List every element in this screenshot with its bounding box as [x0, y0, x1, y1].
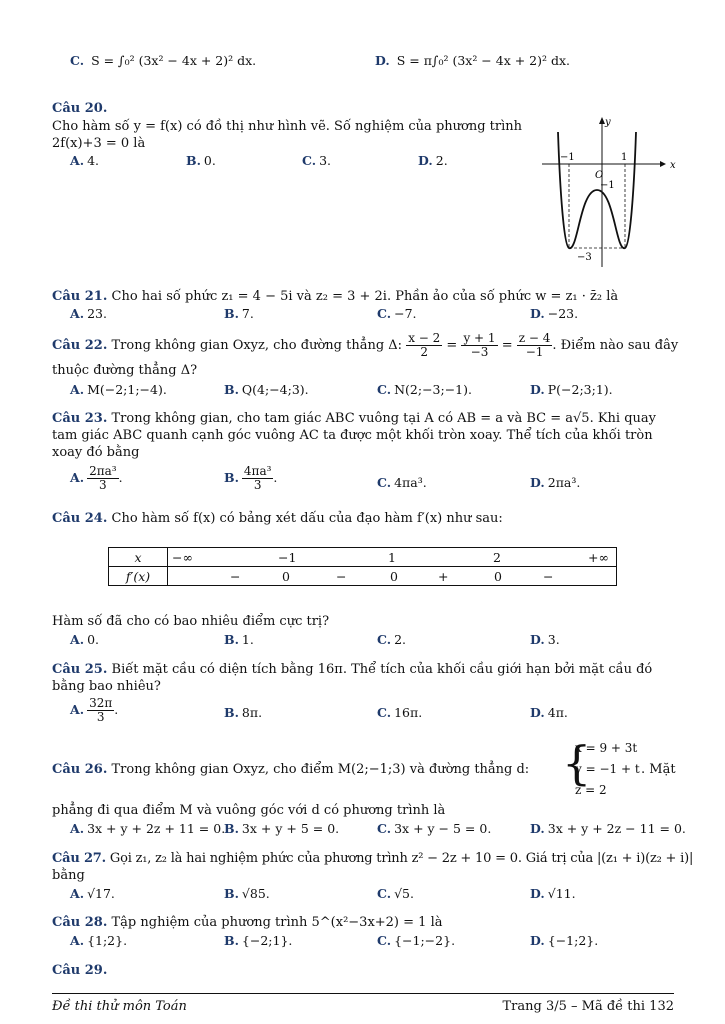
- q28-option-a: A. {1;2}.: [70, 933, 128, 948]
- q24-question: Hàm số đã cho có bao nhiêu điểm cực trị?: [52, 614, 330, 629]
- sign-table-row-x: [109, 548, 617, 567]
- q26-system-eq2: y = −1 + t: [575, 762, 640, 776]
- q21-option-c: C. −7.: [377, 306, 417, 321]
- q19-option-d-text: S = π∫₀² (3x² − 4x + 2)² dx.: [396, 53, 571, 68]
- graph-label-origin: O: [595, 170, 604, 181]
- q26-text: Câu 26. Trong không gian Oxyz, cho điểm M(2;−1;3) và đường thẳng d:: [52, 762, 530, 777]
- q22-fraction-x: $\frac{x - 2}{2}$: [408, 331, 441, 359]
- q27-option-c: C. √5.: [377, 886, 414, 901]
- sign-table: [108, 547, 617, 586]
- q25-text-line2: bằng bao nhiêu?: [52, 679, 161, 694]
- q22-option-c: C. N(2;−3;−1).: [377, 382, 472, 397]
- q19-option-c-text: S = ∫₀² (3x² − 4x + 2)² dx.: [91, 53, 257, 68]
- q28-option-c: C. {−1;−2}.: [377, 933, 456, 948]
- q25-option-b: B. 8π.: [224, 705, 263, 720]
- q23-title: Câu 23.: [52, 411, 108, 426]
- q28-title: Câu 28.: [52, 915, 108, 930]
- q23-option-a: A. $\frac{\text{2πa³}}{3}$ .: [70, 464, 123, 492]
- q23-option-b: B. $\frac{\text{4πa³}}{3}$ .: [224, 464, 278, 492]
- q26-text-line2: phẳng đi qua điểm M và vuông góc với d có phương trình là: [52, 803, 446, 818]
- q23-option-d: D. 2πa³.: [530, 475, 581, 490]
- q21-option-a: A. 23.: [70, 306, 107, 321]
- q26-system-eq3: z = 2: [575, 783, 607, 797]
- q28-option-d: D. {−1;2}.: [530, 933, 599, 948]
- q25-text-line1: Câu 25. Biết mặt cầu có diện tích bằng 16π. Thể tích của khối cầu giới hạn bởi mặt cầu đó: [52, 662, 653, 677]
- q22-text-line2: thuộc đường thẳng Δ?: [52, 363, 198, 378]
- q26-system-eq1: x = 9 + 3t: [575, 741, 638, 755]
- x-axis-arrow-icon: [660, 161, 666, 167]
- q28-option-b: B. {−2;1}.: [224, 933, 293, 948]
- q26-option-d: D. 3x + y + 2z − 11 = 0.: [530, 821, 686, 836]
- graph-label-y-minus3: −3: [577, 252, 592, 263]
- q28-text: Câu 28. Tập nghiệm của phương trình 5^(x²−3x+2) = 1 là: [52, 915, 443, 930]
- q25-option-a: A. $\frac{32\pi}{3}$ .: [70, 696, 119, 724]
- q24-option-d: D. 3.: [530, 632, 560, 647]
- q29-title: Câu 29.: [52, 963, 108, 978]
- q24-option-c: C. 2.: [377, 632, 407, 647]
- q22-title: Câu 22.: [52, 338, 108, 353]
- q23-text-line1: Câu 23. Trong không gian, cho tam giác ABC vuông tại A có AB = a và BC = a√5. Khi quay: [52, 411, 657, 426]
- q19-option-c: C. S = ∫₀² (3x² − 4x + 2)² dx.: [70, 53, 257, 68]
- q21-text: Câu 21. Cho hai số phức z₁ = 4 − 5i và z₂ = 3 + 2i. Phần ảo của số phức w = z₁ · z̄₂ là: [52, 289, 619, 304]
- q26-option-b: B. 3x + y + 5 = 0.: [224, 821, 340, 836]
- footer-exam-name: Đề thi thử môn Toán: [52, 999, 187, 1014]
- q19-option-d: D. S = π∫₀² (3x² − 4x + 2)² dx.: [375, 53, 571, 68]
- q23-text-line3: xoay đó bằng: [52, 445, 140, 460]
- q22-option-a: A. M(−2;1;−4).: [70, 382, 167, 397]
- footer-divider: [52, 993, 674, 994]
- q25-option-d: D. 4π.: [530, 705, 568, 720]
- q21-option-b: B. 7.: [224, 306, 254, 321]
- sign-table-row-fprime: [109, 567, 617, 586]
- q21-title: Câu 21.: [52, 289, 108, 304]
- q26-text-tail: . Mặt: [641, 762, 676, 777]
- q22-option-b: B. Q(4;−4;3).: [224, 382, 309, 397]
- q22-fraction-z: $\frac{z - 4}{-1}$: [518, 331, 551, 359]
- q21-option-d: D. −23.: [530, 306, 579, 321]
- q20-option-a: A. 4.: [70, 153, 99, 168]
- q27-option-b: B. √85.: [224, 886, 270, 901]
- q24-text: Câu 24. Cho hàm số f(x) có bảng xét dấu của đạo hàm f′(x) như sau:: [52, 511, 503, 526]
- sign-table-header-x: x: [109, 548, 168, 567]
- q25-option-c: C. 16π.: [377, 705, 423, 720]
- q27-text-line2: bằng: [52, 868, 85, 883]
- q20-title: Câu 20.: [52, 101, 108, 116]
- q27-text-line1: Câu 27. Gọi z₁, z₂ là hai nghiệm phức của phương trình z² − 2z + 10 = 0. Giá trị của |(z₁ + i)(z₂ + i)|: [52, 851, 694, 866]
- graph-label-y: y: [605, 117, 611, 128]
- q24-option-a: A. 0.: [70, 632, 99, 647]
- q22-option-d: D. P(−2;3;1).: [530, 382, 613, 397]
- q20-option-b: B. 0.: [186, 153, 216, 168]
- q23-text-line2: tam giác ABC quanh cạnh góc vuông AC ta được một khối tròn xoay. Thể tích của khối tròn: [52, 428, 653, 443]
- sign-table-signs: − 0 − 0 + 0 −: [168, 567, 617, 586]
- q27-title: Câu 27.: [52, 851, 106, 866]
- graph-label-x: x: [670, 160, 676, 171]
- function-curve: [558, 132, 636, 248]
- q24-title: Câu 24.: [52, 511, 108, 526]
- q24-option-b: B. 1.: [224, 632, 254, 647]
- footer-page-info: Trang 3/5 – Mã đề thi 132: [502, 999, 674, 1014]
- q20-text-line2: 2f(x)+3 = 0 là: [52, 136, 146, 151]
- q25-title: Câu 25.: [52, 662, 108, 677]
- q26-option-c: C. 3x + y − 5 = 0.: [377, 821, 492, 836]
- q26-system-brace: {: [562, 736, 592, 790]
- q26-option-a: A. 3x + y + 2z + 11 = 0.: [70, 821, 226, 836]
- graph-label-x-minus1: −1: [560, 152, 575, 163]
- q20-text-line1: Cho hàm số y = f(x) có đồ thị như hình vẽ. Số nghiệm của phương trình: [52, 119, 522, 134]
- q23-option-c: C. 4πa³.: [377, 475, 427, 490]
- q20-function-graph: [540, 112, 680, 272]
- q27-option-d: D. √11.: [530, 886, 576, 901]
- q20-option-c: C. 3.: [302, 153, 332, 168]
- sign-table-x-values: −∞ −1 1 2 +∞: [168, 548, 617, 567]
- q22-text: Câu 22. Trong không gian Oxyz, cho đường thẳng Δ: $\frac{x - 2}{2}$ = $\frac{y + 1}{-3}$ = $\frac{z - 4}{-1}$ . Điểm nào sau đây: [52, 331, 679, 359]
- graph-label-y-minus1: −1: [600, 180, 615, 191]
- graph-label-x-plus1: 1: [621, 152, 628, 163]
- q26-title: Câu 26.: [52, 762, 108, 777]
- q22-fraction-y: $\frac{y + 1}{-3}$: [463, 331, 496, 359]
- q27-option-a: A. √17.: [70, 886, 115, 901]
- q20-option-d: D. 2.: [418, 153, 448, 168]
- sign-table-header-fprime: f′(x): [109, 567, 168, 586]
